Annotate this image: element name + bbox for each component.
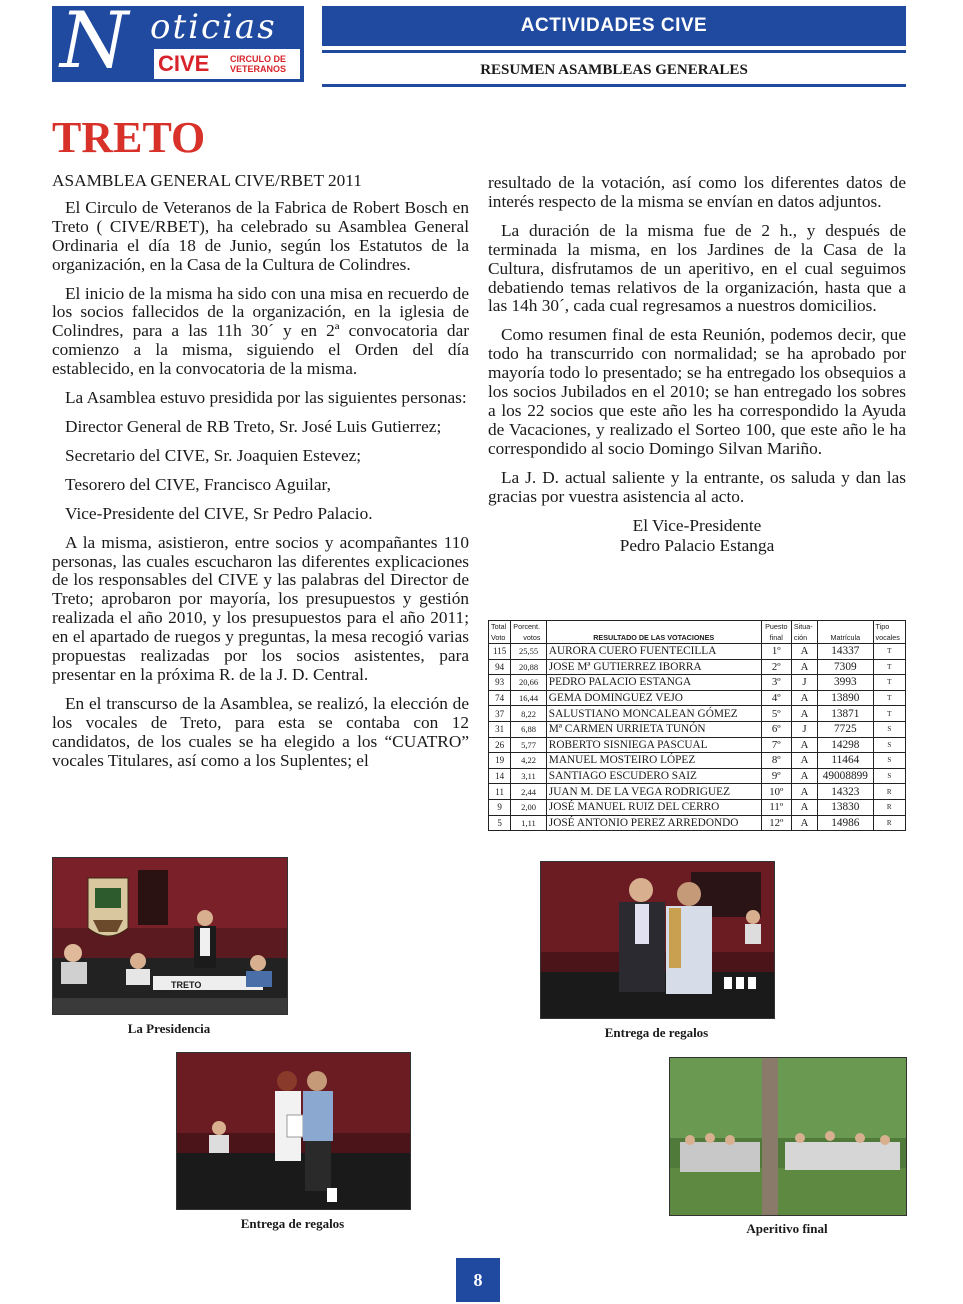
matricula-cell: 7309 [818,659,873,675]
col-header-position [761,621,791,644]
vote-count-cell: 11 [489,784,511,800]
photo-caption: Entrega de regalos [240,1216,345,1231]
vote-count-cell: 19 [489,753,511,769]
photo-gift-1-image [541,862,774,1018]
table-row [489,815,906,831]
article-column-right [488,174,906,556]
vote-count-cell: 5 [489,815,511,831]
candidate-name-cell: MANUEL MOSTEIRO LÓPEZ [546,753,761,769]
candidate-name-cell: JOSÉ ANTONIO PEREZ ARREDONDO [546,815,761,831]
situation-cell: A [791,799,817,815]
presidency-member: Secretario del CIVE, Sr. Joaquien Estevez; [65,445,362,465]
paragraph: A la misma, asistieron, entre socios y acompañantes 110 personas, las cuales escucharon las diferentes explicaciones de los responsables del CIVE y las palabras del Director de Treto; aprobaron por mayoría, los presupuestos y gestión realizada el año 2010, y los presupuestos para el año 2011; en el apartado de ruegos y preguntas, la mesa recogió varias propuestas realizadas por los socios asistentes, para presentar en la próxima R. de la J. D. Central. [52,532,469,684]
col-header-situation [791,621,817,644]
photo-caption: Aperitivo final [746,1221,828,1236]
vote-count-cell: 9 [489,799,511,815]
header-text: Porcent. [513,622,541,631]
candidate-name-cell: PEDRO PALACIO ESTANGA [546,675,761,691]
vote-count-cell: 37 [489,706,511,722]
table-row [489,690,906,706]
table-row [489,644,906,660]
table-row [489,753,906,769]
vote-percent-cell: 6,88 [511,721,547,737]
vote-count-cell: 115 [489,644,511,660]
vote-percent-cell: 25,55 [511,644,547,660]
vote-percent-cell: 2,00 [511,799,547,815]
votes-table [488,620,906,831]
candidate-name-cell: SANTIAGO ESCUDERO SAIZ [546,768,761,784]
presidency-member: Vice-Presidente del CIVE, Sr Pedro Palacio. [65,503,373,523]
situation-cell: A [791,644,817,660]
vote-percent-cell: 3,11 [511,768,547,784]
vocal-type-cell: R [873,784,905,800]
header-text: Total [491,622,507,631]
vocal-type-cell: S [873,753,905,769]
paragraph: La duración de la misma fue de 2 h., y después de terminada la misma, en los Jardines de la Casa de la Cultura, disfrutamos de un aperitivo, en el cual seguimos debatiendo temas relativos de la organización, hasta que a las 14h 30´, cada cual regresamos a nuestros domicilios. [488,220,906,316]
matricula-cell: 14323 [818,784,873,800]
photo-gift-2-image [177,1053,410,1209]
vote-count-cell: 93 [489,675,511,691]
table-row [489,737,906,753]
paragraph: El Circulo de Veteranos de la Fabrica de Robert Bosch en Treto ( CIVE/RBET), ha celebrado su Asamblea General Ordinaria el día 18 de Junio, según los Estatutos de la organización, en la Casa de la Cultura de Colindres. [52,197,469,274]
matricula-cell: 14986 [818,815,873,831]
header-text: vocales [875,633,900,642]
candidate-name-cell: GEMA DOMINGUEZ VEJO [546,690,761,706]
matricula-cell: 14298 [818,737,873,753]
situation-cell: A [791,784,817,800]
position-cell: 10º [761,784,791,800]
vocal-type-cell: S [873,721,905,737]
vote-count-cell: 94 [489,659,511,675]
candidate-name-cell: JUAN M. DE LA VEGA RODRIGUEZ [546,784,761,800]
matricula-cell: 14337 [818,644,873,660]
situation-cell: A [791,768,817,784]
logo-brand: CIVE [158,51,210,76]
article-title: TRETO [52,113,206,162]
vote-count-cell: 26 [489,737,511,753]
position-cell: 12º [761,815,791,831]
situation-cell: A [791,659,817,675]
subsection-title: RESUMEN ASAMBLEAS GENERALES [480,62,748,78]
logo-subtitle-line1: CIRCULO DE [230,54,286,64]
situation-cell: A [791,706,817,722]
candidate-name-cell: ROBERTO SISNIEGA PASCUAL [546,737,761,753]
table-row [489,659,906,675]
position-cell: 11º [761,799,791,815]
photo-presidency-image [53,858,287,1014]
signature-name: Pedro Palacio Estanga [619,536,775,556]
position-cell: 4º [761,690,791,706]
photo-presidency [52,857,288,1015]
logo-title: oticias [150,7,277,47]
vocal-type-cell: R [873,799,905,815]
photo-caption: Entrega de regalos [604,1025,709,1040]
vocal-type-cell: T [873,675,905,691]
position-cell: 6º [761,721,791,737]
position-cell: 8º [761,753,791,769]
situation-cell: A [791,815,817,831]
col-header-total [489,621,511,644]
section-title: ACTIVIDADES CIVE [520,15,708,36]
situation-cell: J [791,721,817,737]
matricula-cell: 13890 [818,690,873,706]
header-text: RESULTADO DE LAS VOTACIONES [593,633,715,642]
situation-cell: A [791,753,817,769]
header-text: Puesto [765,622,788,631]
vote-percent-cell: 20,88 [511,659,547,675]
photo-caption: La Presidencia [127,1021,211,1036]
position-cell: 3º [761,675,791,691]
header-text: votos [523,633,541,642]
vote-percent-cell: 8,22 [511,706,547,722]
table-row [489,675,906,691]
photo-aperitivo-image [670,1058,906,1215]
candidate-name-cell: JOSÉ MANUEL RUIZ DEL CERRO [546,799,761,815]
position-cell: 5º [761,706,791,722]
table-row [489,799,906,815]
col-header-pct [511,621,547,644]
header-divider [322,50,906,53]
vote-count-cell: 31 [489,721,511,737]
vocal-type-cell: S [873,768,905,784]
position-cell: 9º [761,768,791,784]
table-row [489,721,906,737]
header-text: final [769,633,783,642]
vocal-type-cell: T [873,706,905,722]
newsletter-logo [52,0,304,86]
vote-percent-cell: 4,22 [511,753,547,769]
vote-percent-cell: 1,11 [511,815,547,831]
paragraph: resultado de la votación, así como los diferentes datos de interés respecto de la misma se envían en datos adjuntos. [488,173,906,211]
vote-percent-cell: 5,77 [511,737,547,753]
situation-cell: A [791,737,817,753]
matricula-cell: 3993 [818,675,873,691]
table-header-row [489,621,906,644]
photo-gift-2 [176,1052,411,1210]
vocal-type-cell: T [873,644,905,660]
vote-count-cell: 14 [489,768,511,784]
article-heading: ASAMBLEA GENERAL CIVE/RBET 2011 [52,171,362,190]
logo-initial: N [60,0,129,86]
candidate-name-cell: JOSE Mª GUTIERREZ IBORRA [546,659,761,675]
position-cell: 1º [761,644,791,660]
candidate-name-cell: SALUSTIANO MONCALEAN GÓMEZ [546,706,761,722]
vote-count-cell: 74 [489,690,511,706]
candidate-name-cell: AURORA CUERO FUENTECILLA [546,644,761,660]
position-cell: 2º [761,659,791,675]
header-text: Situa- [793,622,813,631]
position-cell: 7º [761,737,791,753]
paragraph: La Asamblea estuvo presidida por las siguientes personas: [65,388,467,408]
photo-gift-1 [540,861,775,1019]
vote-percent-cell: 16,44 [511,690,547,706]
header-text: ción [793,633,808,642]
matricula-cell: 49008899 [818,768,873,784]
vocal-type-cell: T [873,659,905,675]
matricula-cell: 13871 [818,706,873,722]
paragraph: En el transcurso de la Asamblea, se realizó, la elección de los vocales de Treto, para esta se contaba con 12 candidatos, de los cuales se ha elegido a los “CUATRO” vocales Titulares, así como a los Suplentes; el [52,693,469,770]
header-text: Matrícula [830,633,861,642]
paragraph: La J. D. actual saliente y la entrante, os saluda y dan las gracias por vuestra asistencia al acto. [488,467,906,506]
table-row [489,706,906,722]
vote-percent-cell: 2,44 [511,784,547,800]
col-header-matricula [818,621,873,644]
col-header-type [873,621,905,644]
signature-role: El Vice-Presidente [632,515,762,535]
matricula-cell: 11464 [818,753,873,769]
vocal-type-cell: T [873,690,905,706]
vocal-type-cell: R [873,815,905,831]
section-banner [322,6,906,46]
situation-cell: A [791,690,817,706]
article-column-left [52,172,469,780]
matricula-cell: 7725 [818,721,873,737]
vote-percent-cell: 20,66 [511,675,547,691]
presidency-member: Director General de RB Treto, Sr. José Luis Gutierrez; [65,416,442,436]
header-divider-bottom [322,84,906,87]
paragraph: El inicio de la misma ha sido con una misa en recuerdo de los socios fallecidos de la organización, en la iglesia de Colindres, para a las 11h 30´ y en 2ª convocatoria dar comienzo a la misma, siguiendo el Orden del día establecido, en la convocatoria de la misma. [52,283,469,379]
page-number: 8 [456,1258,500,1302]
col-header-result [546,621,761,644]
photo-sign-text: TRETO [171,980,202,990]
vocal-type-cell: S [873,737,905,753]
paragraph: Como resumen final de esta Reunión, podemos decir, que todo ha transcurrido con normalidad; se ha aprobado por mayoría todo lo presentado; se ha entregado los obsequios a los socios Jubilados en el 2010; se han entregado los sobres a los 22 socios que este año les ha correspondido la Ayuda de Vacaciones, y realizado el Sorteo 100, que este año le ha correspondido al socio Domingo Silvan Mariño. [488,325,906,458]
candidate-name-cell: Mª CARMEN URRIETA TUNÓN [546,721,761,737]
photo-aperitivo [669,1057,907,1216]
logo-subtitle-line2: VETERANOS [229,64,286,74]
matricula-cell: 13830 [818,799,873,815]
votes-table-body [489,644,906,831]
presidency-member: Tesorero del CIVE, Francisco Aguilar, [65,474,331,494]
header-text: Voto [491,633,506,642]
table-row [489,768,906,784]
table-row [489,784,906,800]
situation-cell: J [791,675,817,691]
logo-subtitle [220,54,296,74]
header-text: Tipo [875,622,890,631]
